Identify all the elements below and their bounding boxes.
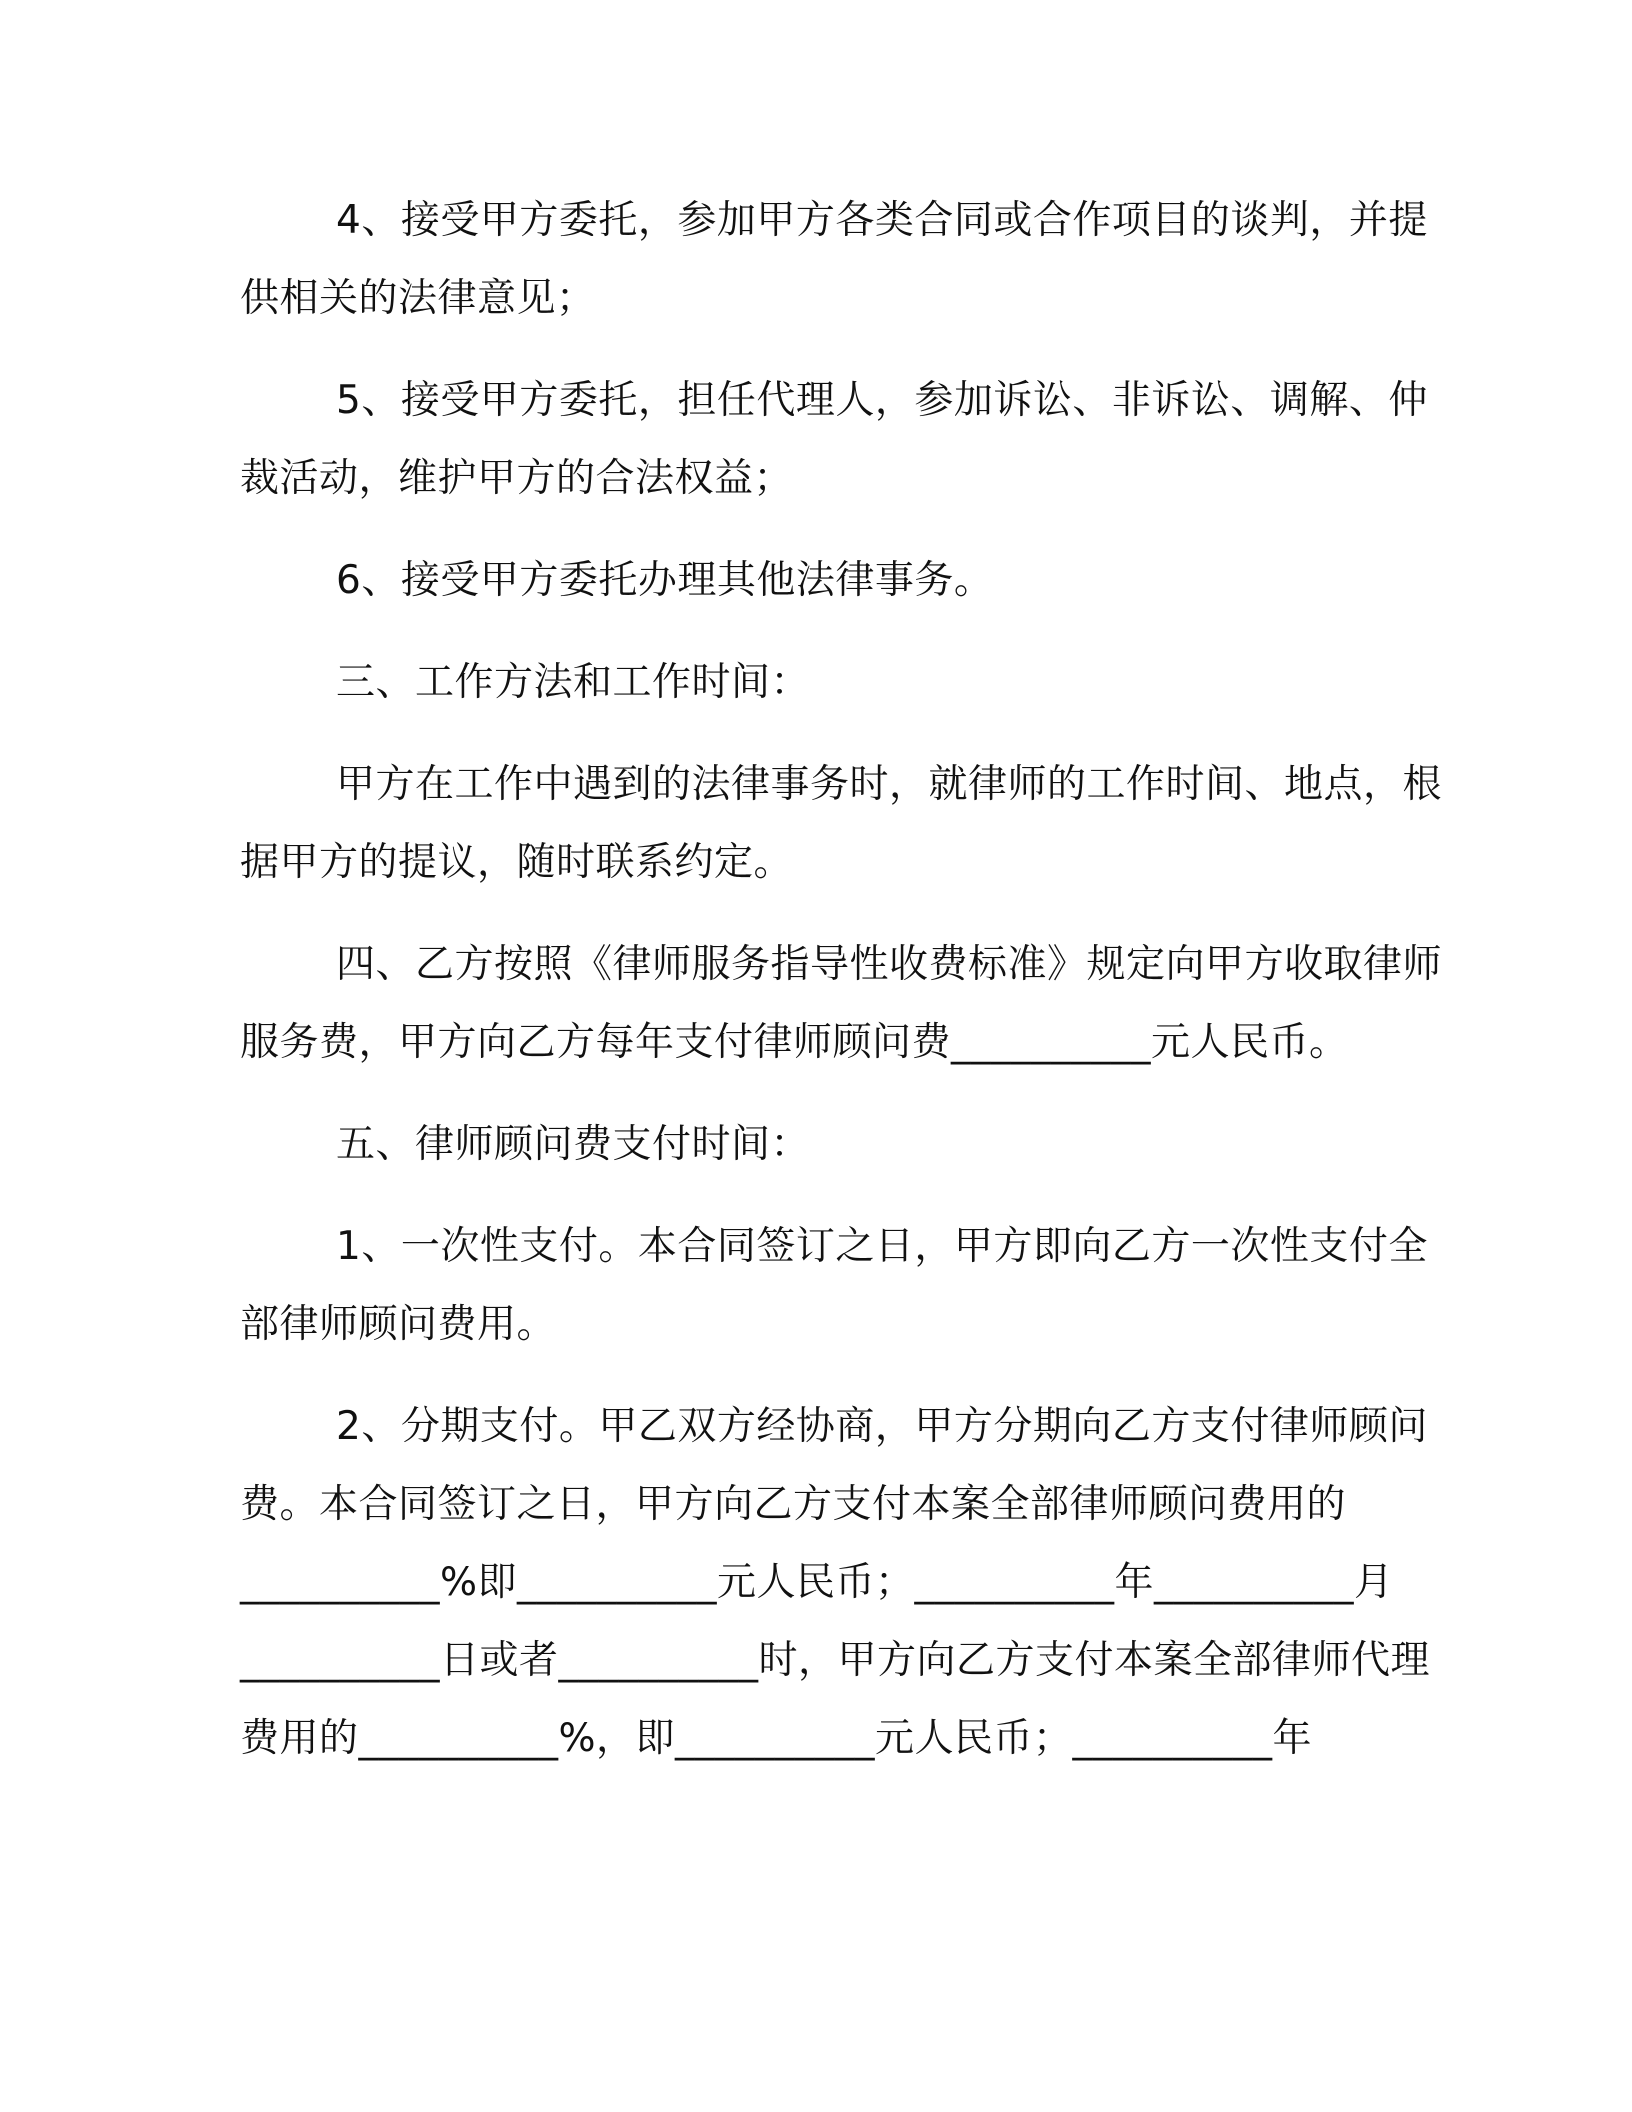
text-line: 服务费，甲方向乙方每年支付律师顾问费__________元人民币。: [240, 1020, 1349, 1065]
section-4: [240, 926, 1443, 1082]
section-3-body: [240, 746, 1443, 902]
clause-4: [240, 182, 1428, 338]
text-line: 费用的__________%，即__________元人民币；__________年: [240, 1716, 1313, 1761]
text-line: 裁活动，维护甲方的合法权益；: [240, 456, 794, 501]
text-line: 2、分期支付。甲乙双方经协商，甲方分期向乙方支付律师顾问: [336, 1404, 1428, 1449]
text-line: 1、一次性支付。本合同签订之日，甲方即向乙方一次性支付全: [336, 1224, 1428, 1269]
clause-6: [240, 542, 1390, 620]
clause-5: [240, 362, 1428, 518]
text-line: 6、接受甲方委托办理其他法律事务。: [336, 558, 994, 603]
text-line: 甲方在工作中遇到的法律事务时，就律师的工作时间、地点，根: [336, 762, 1443, 807]
document-body: [240, 182, 1443, 1802]
section-5-item-1: [240, 1208, 1428, 1364]
text-line: 据甲方的提议，随时联系约定。: [240, 840, 794, 885]
section-5-heading: [240, 1106, 1390, 1184]
section-3-heading: [240, 644, 1390, 722]
text-line: 5、接受甲方委托，担任代理人，参加诉讼、非诉讼、调解、仲: [336, 378, 1428, 423]
section-heading: 三、工作方法和工作时间：: [336, 660, 811, 705]
text-line: 4、接受甲方委托，参加甲方各类合同或合作项目的谈判，并提: [336, 198, 1428, 243]
text-line: __________%即__________元人民币；__________年__________月: [240, 1560, 1394, 1605]
text-line: 供相关的法律意见；: [240, 276, 596, 321]
section-5-item-2: [240, 1388, 1431, 1778]
text-line: 四、乙方按照《律师服务指导性收费标准》规定向甲方收取律师: [336, 942, 1443, 987]
text-line: __________日或者__________时，甲方向乙方支付本案全部律师代理: [240, 1638, 1431, 1683]
text-line: 部律师顾问费用。: [240, 1302, 557, 1347]
section-heading: 五、律师顾问费支付时间：: [336, 1122, 811, 1167]
text-line: 费。本合同签订之日，甲方向乙方支付本案全部律师顾问费用的: [240, 1482, 1347, 1527]
